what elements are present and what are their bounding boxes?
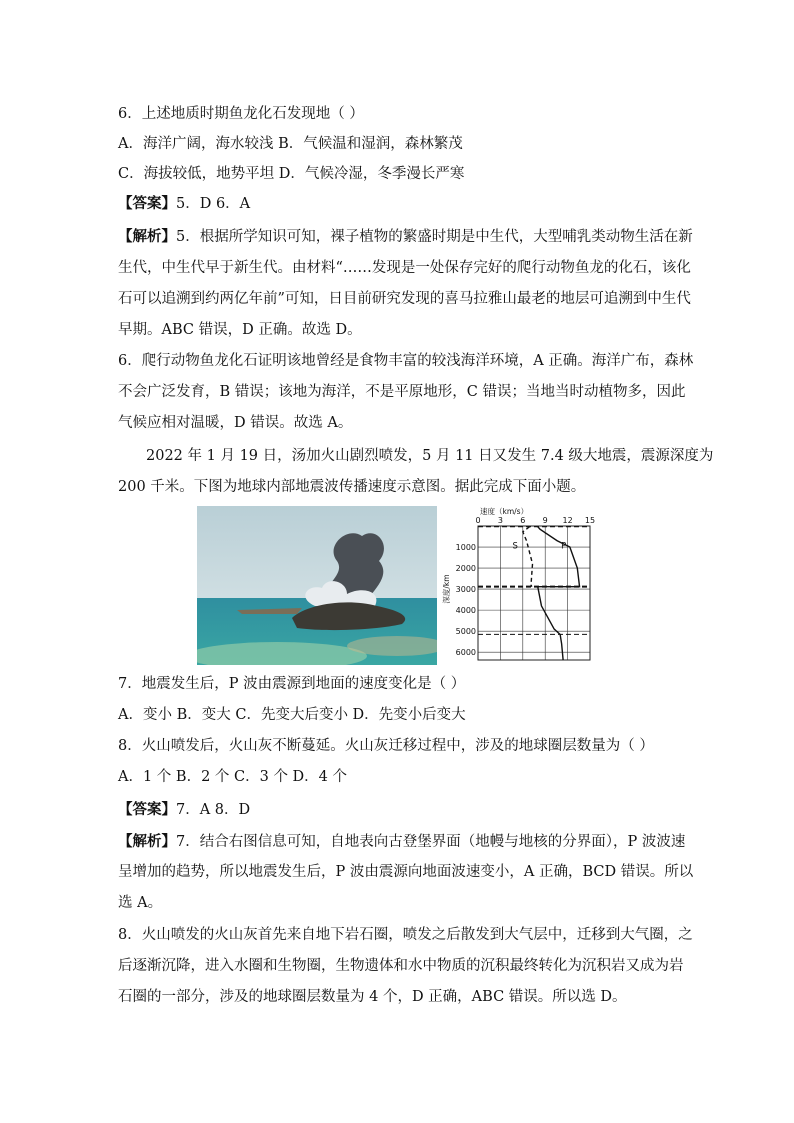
analysis-text: 7．结合右图信息可知，自地表向古登堡界面（地幔与地核的分界面），P 波波速 [176, 834, 686, 850]
analysis-line: 生代，中生代早于新生代。由材料“……发现是一处保存完好的爬行动物鱼龙的化石，该化 [118, 260, 691, 276]
series-label-S: S [512, 541, 518, 552]
q6-options-ab: A．海洋广阔，海水较浅 B．气候温和湿润，森林繁茂 [118, 136, 463, 152]
y-tick-label: 2000 [455, 564, 476, 574]
x-tick-label: 12 [562, 516, 573, 525]
analysis-line: 早期。ABC 错误，D 正确。故选 D。 [118, 322, 362, 338]
y-tick-label: 4000 [455, 606, 476, 616]
analysis-tag: 【解析】 [118, 833, 176, 850]
x-tick-label: 15 [584, 516, 596, 525]
analysis-line: 6．爬行动物鱼龙化石证明该地曾经是食物丰富的较浅海洋环境，A 正确。海洋广布，森林 [118, 353, 694, 369]
q8-options: A．1 个 B．2 个 C．3 个 D．4 个 [118, 769, 348, 785]
x-tick-label: 9 [542, 516, 548, 525]
analysis-line [118, 832, 685, 852]
seismic-wave-chart [440, 504, 600, 666]
x-tick-label: 6 [520, 516, 526, 525]
x-tick-label: 0 [475, 516, 481, 525]
y-tick-label: 6000 [455, 648, 476, 658]
q7-options: A．变小 B．变大 C．先变大后变小 D．先变小后变大 [118, 707, 466, 723]
y-tick-label: 3000 [455, 585, 476, 595]
analysis-line: 呈增加的趋势，所以地震发生后，P 波由震源向地面波速变小，A 正确，BCD 错误。所以 [118, 864, 694, 880]
analysis-line [118, 227, 693, 247]
q6-stem: 6．上述地质时期鱼龙化石发现地（ ） [118, 106, 364, 122]
plot-frame [478, 526, 590, 660]
analysis-line: 后逐渐沉降，进入水圈和生物圈，生物遗体和水中物质的沉积最终转化为沉积岩又成为岩 [118, 958, 684, 974]
analysis-line: 不会广泛发育，B 错误；该地为海洋，不是平原地形，C 错误；当地当时动植物多，因此 [118, 384, 686, 400]
answer-tag: 【答案】 [118, 801, 176, 818]
analysis-tag: 【解析】 [118, 228, 176, 245]
answer-tag: 【答案】 [118, 195, 176, 212]
material-line: 200 千米。下图为地球内部地震波传播速度示意图。据此完成下面小题。 [118, 479, 586, 495]
y-axis-label: 深度/km [442, 574, 451, 604]
q8-stem: 8．火山喷发后，火山灰不断蔓延。火山灰迁移过程中，涉及的地球圈层数量为（ ） [118, 738, 654, 754]
series-line-P [538, 527, 580, 660]
analysis-line: 石圈的一部分，涉及的地球圈层数量为 4 个，D 正确，ABC 错误。所以选 D。 [118, 989, 627, 1005]
analysis-line: 选 A。 [118, 895, 163, 911]
answer-text: 5．D 6．A [176, 196, 251, 212]
x-tick-label: 3 [497, 516, 503, 525]
answer-line-1 [118, 194, 250, 214]
y-tick-label: 5000 [455, 627, 476, 637]
y-tick-label: 1000 [455, 543, 476, 553]
analysis-line: 气候应相对温暖，D 错误。故选 A。 [118, 415, 353, 431]
answer-text: 7．A 8．D [176, 802, 251, 818]
x-axis-label: 速度（km/s） [480, 507, 529, 516]
series-label-P: P [561, 541, 567, 552]
q6-options-cd: C．海拔较低，地势平坦 D．气候冷湿，冬季漫长严寒 [118, 166, 465, 182]
analysis-line: 8．火山喷发的火山灰首先来自地下岩石圈，喷发之后散发到大气层中，迁移到大气圈，之 [118, 927, 693, 943]
volcano-eruption-photo [197, 506, 437, 665]
analysis-text: 5．根据所学知识可知，裸子植物的繁盛时期是中生代，大型哺乳类动物生活在新 [176, 229, 693, 245]
analysis-line: 石可以追溯到约两亿年前”可知，日目前研究发现的喜马拉雅山最老的地层可追溯到中生代 [118, 291, 691, 307]
q7-stem: 7．地震发生后，P 波由震源到地面的速度变化是（ ） [118, 676, 466, 692]
series-line-S [523, 527, 533, 587]
material-line: 2022 年 1 月 19 日，汤加火山剧烈喷发，5 月 11 日又发生 7.4 级大地震，震源深度为 [146, 448, 714, 464]
answer-line-2 [118, 800, 250, 820]
